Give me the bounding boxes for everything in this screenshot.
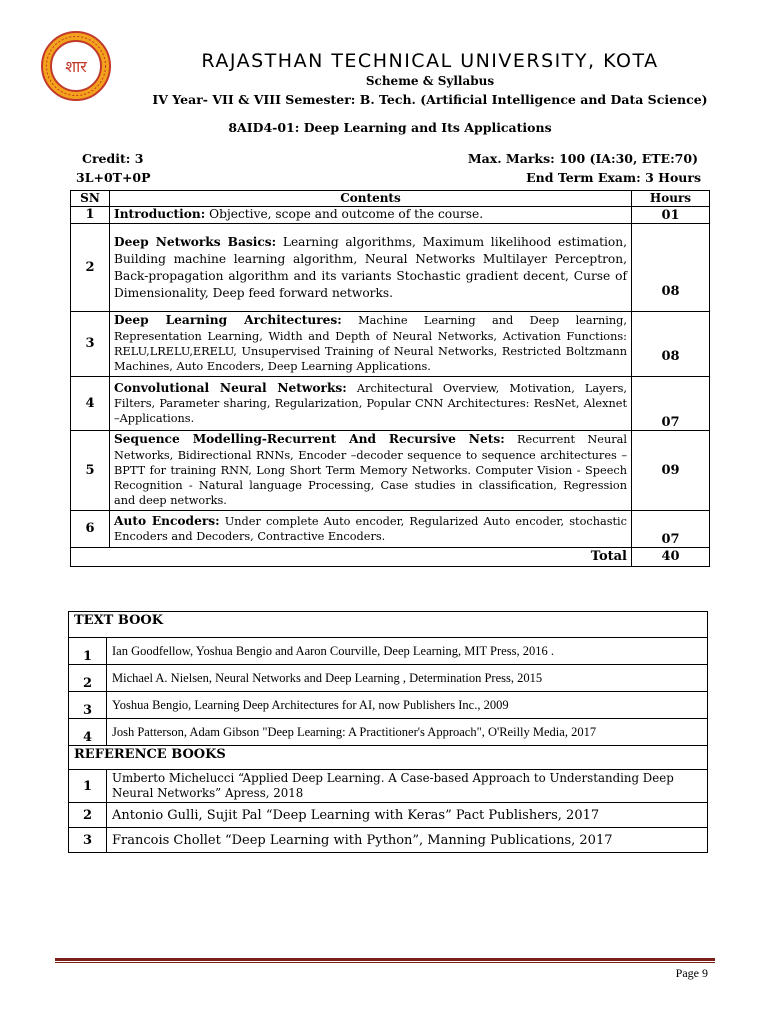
book-entry: Yoshua Bengio, Learning Deep Architectures for AI, now Publishers Inc., 2009 bbox=[107, 692, 708, 719]
col-sn-header: SN bbox=[71, 191, 110, 207]
syllabus-row bbox=[71, 312, 710, 377]
university-name: RAJASTHAN TECHNICAL UNIVERSITY, KOTA bbox=[201, 50, 659, 72]
row-heading: Deep Learning Architectures: bbox=[114, 313, 342, 328]
row-content bbox=[110, 312, 632, 377]
university-logo bbox=[40, 30, 112, 102]
reference-number: 2 bbox=[69, 803, 107, 828]
book-number: 4 bbox=[69, 719, 107, 746]
row-sn: 2 bbox=[71, 224, 110, 312]
row-sn: 1 bbox=[71, 207, 110, 224]
col-contents-header: Contents bbox=[110, 191, 632, 207]
syllabus-total-row bbox=[71, 548, 710, 567]
reference-entry: Francois Chollet “Deep Learning with Python”, Manning Publications, 2017 bbox=[107, 828, 708, 853]
row-sn: 4 bbox=[71, 377, 110, 431]
row-content bbox=[110, 377, 632, 431]
reference-books-heading: REFERENCE BOOKS bbox=[69, 746, 708, 770]
book-row bbox=[69, 638, 708, 665]
row-text: Objective, scope and outcome of the course. bbox=[205, 207, 484, 222]
syllabus-row bbox=[71, 207, 710, 224]
total-hours: 40 bbox=[632, 548, 710, 567]
reference-row bbox=[69, 803, 708, 828]
scheme-subtitle: Scheme & Syllabus bbox=[365, 74, 495, 88]
row-hours: 01 bbox=[632, 207, 710, 224]
text-book-heading-row bbox=[69, 612, 708, 638]
book-number: 2 bbox=[69, 665, 107, 692]
footer-rule-thick bbox=[55, 958, 715, 961]
row-text: Under complete Auto encoder, Regularized Auto encoder, stochastic Encoders and Decoders, Contractive Encoders. bbox=[114, 514, 627, 543]
row-sn: 5 bbox=[71, 431, 110, 511]
book-entry: Josh Patterson, Adam Gibson "Deep Learning: A Practitioner's Approach", O'Reilly Media, 2017 bbox=[107, 719, 708, 746]
col-hours-header: Hours bbox=[632, 191, 710, 207]
syllabus-header-row bbox=[71, 191, 710, 207]
row-heading: Auto Encoders: bbox=[114, 513, 220, 528]
row-hours: 07 bbox=[632, 511, 710, 548]
book-row bbox=[69, 719, 708, 746]
max-marks-label: Max. Marks: 100 (IA:30, ETE:70) bbox=[467, 151, 698, 166]
book-number: 1 bbox=[69, 638, 107, 665]
row-heading: Introduction: bbox=[114, 207, 206, 222]
reference-entry: Umberto Michelucci “Applied Deep Learning. A Case-based Approach to Understanding Deep Neural Networks” Apress, 2018 bbox=[107, 770, 708, 803]
syllabus-row bbox=[71, 224, 710, 312]
book-entry: Ian Goodfellow, Yoshua Bengio and Aaron Courville, Deep Learning, MIT Press, 2016 . bbox=[107, 638, 708, 665]
syllabus-row bbox=[71, 511, 710, 548]
row-hours: 08 bbox=[632, 224, 710, 312]
row-text: Learning algorithms, Maximum likelihood estimation, Building machine learning algorithm, Neural Networks Multilayer Perceptron, Back-propagation algorithm and its variants Stochastic gradient decent, Curse of Dimensionality, Deep feed forward networks. bbox=[114, 234, 627, 300]
reference-number: 3 bbox=[69, 828, 107, 853]
row-hours: 07 bbox=[632, 377, 710, 431]
row-hours: 08 bbox=[632, 312, 710, 377]
book-number: 3 bbox=[69, 692, 107, 719]
book-entry: Michael A. Nielsen, Neural Networks and Deep Learning , Determination Press, 2015 bbox=[107, 665, 708, 692]
row-text: Architectural Overview, Motivation, Layers, Filters, Parameter sharing, Regularization, Popular CNN Architectures: ResNet, Alexnet –Applications. bbox=[114, 381, 628, 426]
row-content bbox=[110, 431, 632, 511]
reference-row bbox=[69, 828, 708, 853]
syllabus-row bbox=[71, 377, 710, 431]
logo-emblem-text: शार bbox=[65, 57, 87, 76]
syllabus-row bbox=[71, 431, 710, 511]
row-content bbox=[110, 511, 632, 548]
row-heading: Sequence Modelling-Recurrent And Recursive Nets: bbox=[114, 432, 505, 447]
books-table bbox=[68, 611, 708, 853]
page-number: Page 9 bbox=[675, 966, 708, 980]
ltp-label: 3L+0T+0P bbox=[76, 170, 151, 185]
row-hours: 09 bbox=[632, 431, 710, 511]
row-content bbox=[110, 224, 632, 312]
row-heading: Deep Networks Basics: bbox=[114, 234, 277, 249]
total-label: Total bbox=[71, 548, 632, 567]
row-content bbox=[110, 207, 632, 224]
end-term-label: End Term Exam: 3 Hours bbox=[526, 170, 701, 185]
reference-books-heading-row bbox=[69, 746, 708, 770]
book-row bbox=[69, 665, 708, 692]
year-semester-line: IV Year- VII & VIII Semester: B. Tech. (Artificial Intelligence and Data Science) bbox=[152, 92, 708, 107]
row-text: Machine Learning and Deep learning, Representation Learning, Width and Depth of Neural Networks, Activation Functions: RELU,LRELU,ERELU, Unsupervised Training of Neural Networks, Restricted Boltzmann Machines, Auto Encoders, Deep Learning Applications. bbox=[114, 314, 627, 374]
text-book-heading: TEXT BOOK bbox=[69, 612, 708, 638]
syllabus-table bbox=[70, 190, 710, 567]
row-sn: 3 bbox=[71, 312, 110, 377]
reference-number: 1 bbox=[69, 770, 107, 803]
row-text: Recurrent Neural Networks, Bidirectional RNNs, Encoder –decoder sequence to sequence architectures – BPTT for training RNN, Long Short Term Memory Networks. Computer Vision - Speech Recognition - Natural language Processing, Case studies in classification, Regression and deep networks. bbox=[114, 433, 627, 508]
reference-row bbox=[69, 770, 708, 803]
book-row bbox=[69, 692, 708, 719]
course-title: 8AID4-01: Deep Learning and Its Applications bbox=[228, 120, 552, 135]
reference-entry: Antonio Gulli, Sujit Pal “Deep Learning with Keras” Pact Publishers, 2017 bbox=[107, 803, 708, 828]
credit-label: Credit: 3 bbox=[82, 151, 144, 166]
row-heading: Convolutional Neural Networks: bbox=[114, 380, 347, 395]
footer-rule-thin bbox=[55, 962, 715, 963]
row-sn: 6 bbox=[71, 511, 110, 548]
